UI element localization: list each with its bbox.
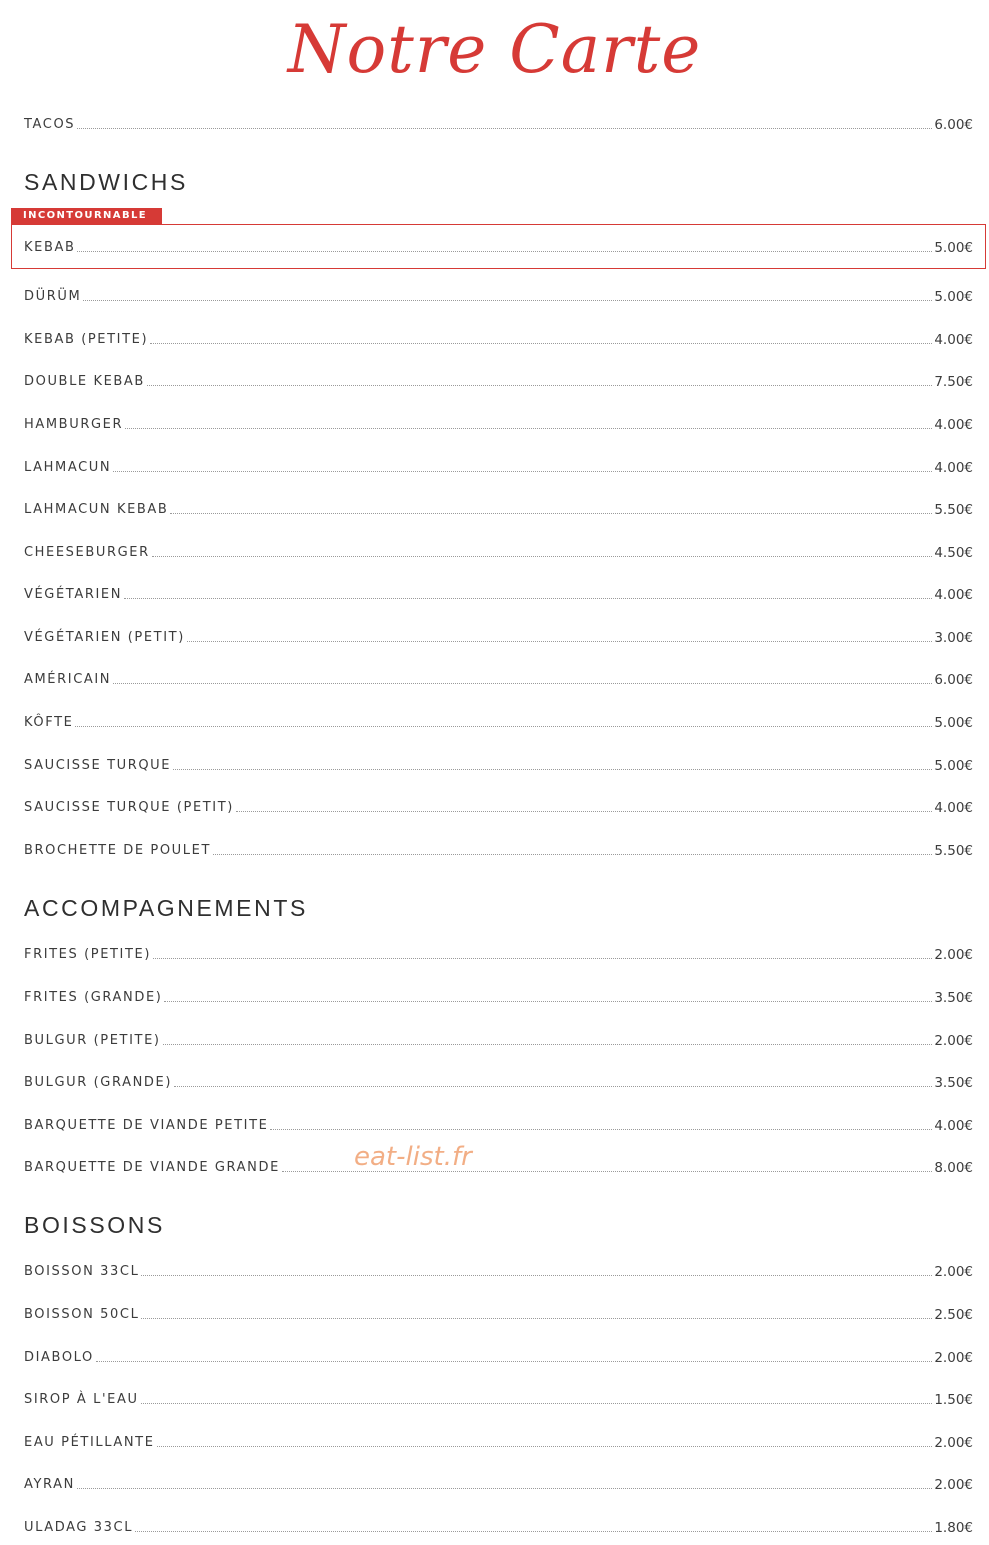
- page-title: Notre Carte: [287, 11, 702, 88]
- menu-item-price: 5.50€: [934, 843, 973, 859]
- menu-item-price: 5.00€: [934, 240, 973, 256]
- menu-item: [24, 583, 973, 603]
- menu-item: [24, 498, 973, 518]
- menu-item: [24, 285, 973, 305]
- menu-item-price: 2.50€: [934, 1307, 973, 1323]
- menu-item: [24, 541, 973, 561]
- menu-item: [24, 328, 973, 348]
- menu-item: [24, 711, 973, 731]
- menu-item-name: LAHMACUN KEBAB: [24, 502, 169, 517]
- leader-dots: [77, 127, 932, 129]
- menu-item-price: 3.00€: [934, 630, 973, 646]
- menu-item-price: 4.00€: [934, 1118, 973, 1134]
- menu-item-price: 8.00€: [934, 1160, 973, 1176]
- menu-item: [24, 113, 973, 133]
- menu-item: [24, 1260, 973, 1280]
- menu-item-name: BARQUETTE DE VIANDE PETITE: [24, 1118, 269, 1133]
- leader-dots: [124, 597, 932, 599]
- menu-item: [24, 1388, 973, 1408]
- menu-item: [24, 1156, 973, 1176]
- leader-dots: [174, 1085, 932, 1087]
- menu-item-name: BOISSON 33CL: [24, 1264, 140, 1279]
- menu-item-name: AYRAN: [24, 1477, 75, 1492]
- menu-item-price: 4.00€: [934, 587, 973, 603]
- menu-item: [24, 413, 973, 433]
- menu-item-price: 2.00€: [934, 947, 973, 963]
- menu-item-name: BOISSON 50CL: [24, 1307, 140, 1322]
- menu-item: [24, 839, 973, 859]
- menu-item-price: 7.50€: [934, 374, 973, 390]
- menu-item-name: DOUBLE KEBAB: [24, 374, 145, 389]
- menu-item-price: 3.50€: [934, 990, 973, 1006]
- menu-item-name: EAU PÉTILLANTE: [24, 1435, 155, 1450]
- menu-item: [24, 1473, 973, 1493]
- menu-item-price: 6.00€: [934, 672, 973, 688]
- leader-dots: [163, 1043, 933, 1045]
- menu-item-name: VÉGÉTARIEN (PETIT): [24, 630, 185, 645]
- menu-item-name: AMÉRICAIN: [24, 672, 112, 687]
- menu-item-price: 4.50€: [934, 545, 973, 561]
- leader-dots: [96, 1360, 932, 1362]
- menu-item: [24, 1071, 973, 1091]
- menu-item-price: 2.00€: [934, 1435, 973, 1451]
- menu-item: [24, 668, 973, 688]
- menu-item: [24, 1303, 973, 1323]
- menu-item-price: 2.00€: [934, 1350, 973, 1366]
- menu-item-price: 5.50€: [934, 502, 973, 518]
- menu-item: [24, 943, 973, 963]
- leader-dots: [77, 1487, 932, 1489]
- menu-item-name: CHEESEBURGER: [24, 545, 150, 560]
- menu-item-name: TACOS: [24, 117, 76, 132]
- menu-item-price: 4.00€: [934, 332, 973, 348]
- menu-item-price: 4.00€: [934, 460, 973, 476]
- menu-item-price: 5.00€: [934, 758, 973, 774]
- section-title-accompagnements: ACCOMPAGNEMENTS: [24, 895, 308, 921]
- menu-item: [24, 1114, 973, 1134]
- menu-item: [24, 986, 973, 1006]
- menu-item-name: FRITES (GRANDE): [24, 990, 163, 1005]
- menu-item-price: 1.50€: [934, 1392, 973, 1408]
- leader-dots: [187, 640, 932, 642]
- section-title-boissons: BOISSONS: [24, 1212, 165, 1238]
- menu-item: [24, 456, 973, 476]
- menu-item-price: 5.00€: [934, 289, 973, 305]
- leader-dots: [77, 250, 932, 252]
- menu-item: [24, 1029, 973, 1049]
- menu-item-featured: [24, 236, 973, 256]
- menu-item-price: 3.50€: [934, 1075, 973, 1091]
- menu-item-name: BULGUR (PETITE): [24, 1033, 161, 1048]
- menu-item: [24, 1516, 973, 1536]
- leader-dots: [125, 427, 932, 429]
- leader-dots: [164, 1000, 932, 1002]
- section-title-sandwichs: SANDWICHS: [24, 169, 188, 195]
- leader-dots: [236, 810, 932, 812]
- leader-dots: [213, 853, 932, 855]
- leader-dots: [135, 1530, 932, 1532]
- menu-item-name: BROCHETTE DE POULET: [24, 843, 211, 858]
- menu-item: [24, 1431, 973, 1451]
- menu-item-price: 1.80€: [934, 1520, 973, 1536]
- leader-dots: [170, 512, 932, 514]
- leader-dots: [141, 1317, 932, 1319]
- leader-dots: [153, 957, 932, 959]
- menu-item: [24, 754, 973, 774]
- leader-dots: [113, 470, 932, 472]
- menu-item: [24, 796, 973, 816]
- leader-dots: [173, 768, 932, 770]
- menu-item-name: LAHMACUN: [24, 460, 112, 475]
- menu-item-name: SIROP À L'EAU: [24, 1392, 139, 1407]
- leader-dots: [75, 725, 932, 727]
- menu-item: [24, 370, 973, 390]
- menu-item-name: VÉGÉTARIEN: [24, 587, 123, 602]
- menu-item-price: 2.00€: [934, 1477, 973, 1493]
- menu-item-name: FRITES (PETITE): [24, 947, 152, 962]
- menu-item-price: 2.00€: [934, 1264, 973, 1280]
- leader-dots: [270, 1128, 932, 1130]
- menu-item: [24, 626, 973, 646]
- leader-dots: [150, 342, 932, 344]
- menu-item-name: DIABOLO: [24, 1350, 94, 1365]
- menu-item-price: 4.00€: [934, 800, 973, 816]
- leader-dots: [157, 1445, 933, 1447]
- leader-dots: [141, 1402, 933, 1404]
- menu-item-name: HAMBURGER: [24, 417, 124, 432]
- menu-item-price: 5.00€: [934, 715, 973, 731]
- leader-dots: [141, 1274, 932, 1276]
- menu-item-name: BARQUETTE DE VIANDE GRANDE: [24, 1160, 280, 1175]
- menu-item-name: KEBAB (PETITE): [24, 332, 149, 347]
- menu-item-name: BULGUR (GRANDE): [24, 1075, 172, 1090]
- watermark: eat-list.fr: [354, 1142, 472, 1172]
- menu-item-name: ULADAG 33CL: [24, 1520, 134, 1535]
- menu-item-name: DÜRÜM: [24, 289, 82, 304]
- featured-badge: INCONTOURNABLE: [11, 208, 162, 224]
- menu-item-name: SAUCISSE TURQUE: [24, 758, 172, 773]
- menu-item-name: KEBAB: [24, 240, 76, 255]
- leader-dots: [83, 299, 932, 301]
- menu-item: [24, 1346, 973, 1366]
- menu-item-price: 6.00€: [934, 117, 973, 133]
- leader-dots: [147, 384, 932, 386]
- leader-dots: [152, 555, 933, 557]
- menu-item-name: SAUCISSE TURQUE (PETIT): [24, 800, 234, 815]
- menu-item-price: 4.00€: [934, 417, 973, 433]
- menu-item-price: 2.00€: [934, 1033, 973, 1049]
- menu-item-name: KÔFTE: [24, 715, 74, 730]
- leader-dots: [113, 682, 932, 684]
